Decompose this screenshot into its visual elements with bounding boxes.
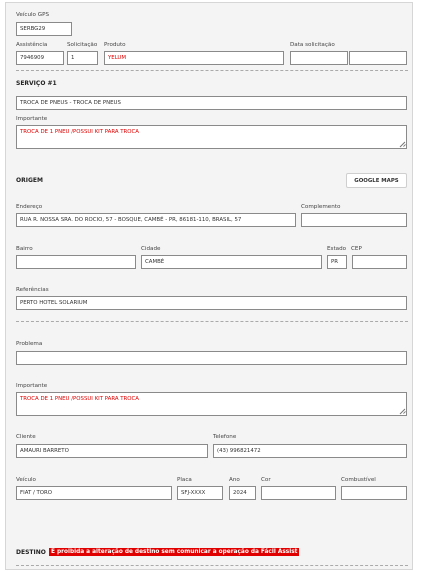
ano-field[interactable]: 2024 bbox=[229, 486, 256, 500]
servico-importante-text: TROCA DE 1 PNEU /POSSUI KIT PARA TROCA bbox=[20, 129, 139, 135]
placa-field[interactable]: SFJ-XXXX bbox=[177, 486, 223, 500]
form-panel bbox=[5, 2, 413, 570]
telefone-label: Telefone bbox=[213, 434, 237, 440]
ano-label: Ano bbox=[229, 477, 240, 483]
produto-label: Produto bbox=[104, 42, 126, 48]
veiculo-gps-label: Veículo GPS bbox=[16, 12, 50, 18]
endereco-field[interactable]: RUA R. NOSSA SRA. DO ROCIO, 57 - BOSQUE, CAMBÉ - PR, 86181-110, BRASIL, 57 bbox=[16, 213, 296, 227]
assistencia-field[interactable]: 7946909 bbox=[16, 51, 64, 65]
servico-title: SERVIÇO #1 bbox=[16, 80, 57, 87]
cliente-label: Cliente bbox=[16, 434, 36, 440]
data-solicitacao-field[interactable] bbox=[290, 51, 348, 65]
problema-importante-text: TROCA DE 1 PNEU /POSSUI KIT PARA TROCA bbox=[20, 396, 139, 402]
cidade-field[interactable]: CAMBÉ bbox=[141, 255, 322, 269]
servico-tipo-field[interactable]: TROCA DE PNEUS - TROCA DE PNEUS bbox=[16, 96, 407, 110]
veiculo-field[interactable]: FIAT / TORO bbox=[16, 486, 172, 500]
estado-label: Estado bbox=[327, 246, 347, 252]
origem-title: ORIGEM bbox=[16, 177, 43, 184]
data-solicitacao-label: Data solicitação bbox=[290, 42, 335, 48]
resize-grip-icon[interactable] bbox=[399, 141, 405, 147]
solicitacao-field[interactable]: 1 bbox=[67, 51, 98, 65]
divider bbox=[16, 321, 408, 322]
assistencia-label: Assistência bbox=[16, 42, 48, 48]
complemento-label: Complemento bbox=[301, 204, 341, 210]
produto-field[interactable]: YELUM bbox=[104, 51, 284, 65]
divider bbox=[16, 565, 408, 566]
destino-title: DESTINO bbox=[16, 549, 46, 556]
cep-field[interactable] bbox=[352, 255, 407, 269]
cep-label: CEP bbox=[351, 246, 362, 252]
problema-importante-label: Importante bbox=[16, 383, 48, 389]
complemento-field[interactable] bbox=[301, 213, 407, 227]
referencias-label: Referências bbox=[16, 287, 49, 293]
cliente-field[interactable]: AMAURI BARRETO bbox=[16, 444, 208, 458]
problema-importante-textarea[interactable] bbox=[16, 392, 407, 416]
estado-field[interactable]: PR bbox=[327, 255, 347, 269]
problema-field[interactable] bbox=[16, 351, 407, 365]
problema-label: Problema bbox=[16, 341, 43, 347]
combustivel-label: Combustível bbox=[341, 477, 376, 483]
cor-label: Cor bbox=[261, 477, 271, 483]
referencias-field[interactable]: PERTO HOTEL SOLARIUM bbox=[16, 296, 407, 310]
servico-importante-label: Importante bbox=[16, 116, 48, 122]
veiculo-gps-field[interactable]: SERBG29 bbox=[16, 22, 72, 36]
resize-grip-icon[interactable] bbox=[399, 408, 405, 414]
telefone-field[interactable]: (43) 996821472 bbox=[213, 444, 407, 458]
placa-label: Placa bbox=[177, 477, 192, 483]
hora-solicitacao-field[interactable] bbox=[349, 51, 407, 65]
servico-importante-textarea[interactable] bbox=[16, 125, 407, 149]
combustivel-field[interactable] bbox=[341, 486, 407, 500]
veiculo-label: Veículo bbox=[16, 477, 36, 483]
destino-warning-badge: É proibida a alteração de destino sem comunicar a operação da Fácil Assist bbox=[51, 549, 298, 555]
cor-field[interactable] bbox=[261, 486, 336, 500]
bairro-label: Bairro bbox=[16, 246, 33, 252]
cidade-label: Cidade bbox=[141, 246, 161, 252]
solicitacao-label: Solicitação bbox=[67, 42, 98, 48]
bairro-field[interactable] bbox=[16, 255, 136, 269]
google-maps-button[interactable]: GOOGLE MAPS bbox=[346, 173, 407, 188]
divider bbox=[16, 70, 408, 71]
endereco-label: Endereço bbox=[16, 204, 43, 210]
